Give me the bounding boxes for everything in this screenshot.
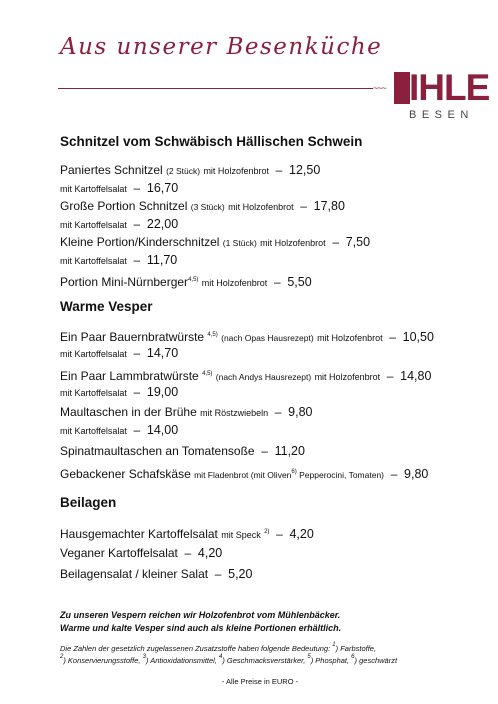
item-price: 22,00 — [146, 217, 179, 231]
item-name: Große Portion Schnitzel — [60, 199, 188, 213]
item-name: Maultaschen in der Brühe — [60, 405, 197, 419]
logo-wordmark: IHLE — [409, 67, 490, 108]
item-price: 17,80 — [313, 199, 345, 213]
item-price: 4,20 — [289, 527, 314, 541]
note-bread: Zu unseren Vespern reichen wir Holzofenbrot vom Mühlenbäcker. — [60, 610, 341, 620]
item-price: 16,70 — [146, 181, 179, 195]
additive-marker: 4,5) — [188, 277, 199, 283]
item-price: 7,50 — [345, 235, 371, 249]
menu-item-kinderschnitzel: Kleine Portion/Kinderschnitzel (1 Stück) mit Holzofenbrot – 7,50 — [60, 235, 371, 249]
item-side: mit Röstzwiebeln — [200, 408, 269, 418]
additive-marker: 4,5) — [202, 371, 213, 377]
item-price: 19,00 — [146, 385, 179, 399]
item-quantity: (1 Stück) — [222, 238, 257, 248]
item-side: mit Holzofenbrot — [317, 333, 383, 343]
item-side: mit Holzofenbrot — [314, 372, 381, 382]
additive-marker: 2) — [264, 529, 270, 535]
menu-item-hausgemachter-kartoffelsalat: Hausgemachter Kartoffelsalat mit Speck $^{2)}$ – 4,20 — [60, 527, 314, 541]
menu-item-mini-nuernberger: Portion Mini-Nürnberger$^{4,5)}$ mit Holzofenbrot – 5,50 — [60, 275, 312, 289]
item-name: Spinatmaultaschen an Tomatensoße — [60, 444, 255, 458]
item-price: 10,50 — [402, 330, 434, 344]
menu-item-variant: mit Kartoffelsalat – 19,00 — [60, 385, 179, 399]
logo-subtitle: BESEN — [409, 109, 474, 121]
item-price: 14,70 — [146, 346, 179, 360]
note-portions: Warme und kalte Vesper sind auch als kleine Portionen erhältlich. — [60, 623, 342, 633]
item-name: Beilagensalat / kleiner Salat — [60, 567, 209, 581]
logo-mark — [394, 72, 410, 104]
menu-item-variant: mit Kartoffelsalat – 14,00 — [60, 423, 179, 437]
item-side: mit Fladenbrot (mit Oliven — [194, 470, 292, 480]
additives-legend-line-2: $^2$) Konservierungsstoffe, $^3$) Antioxidationsmittel, $^4$) Geschmacksverstärker, $^5$) Phosphat, $^6$) geschwärzt — [60, 654, 398, 665]
menu-item-spinatmaultaschen: Spinatmaultaschen an Tomatensoße – 11,20 — [60, 444, 305, 458]
menu-item-lammbratwuerste: Ein Paar Lammbratwürste $^{4,5)}$ (nach Andys Hausrezept) mit Holzofenbrot – 14,80 — [60, 369, 432, 383]
menu-item-maultaschen: Maultaschen in der Brühe mit Röstzwiebeln – 9,80 — [60, 405, 313, 419]
item-price: 9,80 — [288, 405, 313, 419]
menu-item-bauernbratwuerste: Ein Paar Bauernbratwürste $^{4,5)}$ (nach Opas Hausrezept) mit Holzofenbrot – 10,50 — [60, 330, 434, 344]
divider-ornament: ~~~ — [373, 83, 386, 93]
section-heading-warme-vesper: Warme Vesper — [60, 299, 153, 314]
page-title: Aus unserer Besenküche — [60, 34, 383, 60]
item-quantity: (2 Stück) — [166, 166, 201, 176]
item-price: 11,70 — [146, 253, 178, 267]
item-name: Veganer Kartoffelsalat — [60, 546, 178, 560]
additive-marker: 6) — [291, 469, 297, 475]
item-price: 9,80 — [404, 467, 429, 481]
price-currency-footer: - Alle Preise in EURO - — [221, 677, 299, 686]
item-price: 11,20 — [274, 444, 305, 458]
item-name: Ein Paar Bauernbratwürste — [60, 330, 205, 344]
item-side: mit Holzofenbrot — [260, 238, 326, 248]
section-heading-schnitzel: Schnitzel vom Schwäbisch Hällischen Schwein — [60, 134, 363, 149]
menu-item-variant: mit Kartoffelsalat – 14,70 — [60, 346, 179, 360]
additive-marker: 4,5) — [207, 332, 218, 338]
menu-item-schafskaese: Gebackener Schafskäse mit Fladenbrot (mit Oliven$^{6)}$ Pepperocini, Tomaten) – 9,80 — [60, 467, 429, 481]
item-name: Kleine Portion/Kinderschnitzel — [60, 235, 220, 249]
ihle-besen-logo — [394, 67, 490, 127]
item-side: mit Holzofenbrot — [201, 278, 268, 288]
item-price: 5,20 — [228, 567, 253, 581]
item-price: 5,50 — [287, 275, 312, 289]
section-heading-beilagen: Beilagen — [60, 495, 117, 510]
item-name: Portion Mini-Nürnberger — [60, 275, 189, 289]
menu-item-variant: mit Kartoffelsalat – 22,00 — [60, 217, 179, 231]
item-price: 4,20 — [197, 546, 223, 560]
item-note: (nach Andys Hausrezept) — [215, 372, 312, 382]
title-divider — [58, 88, 373, 89]
item-name: Hausgemachter Kartoffelsalat — [60, 527, 218, 541]
menu-content — [60, 132, 480, 686]
menu-item-beilagensalat: Beilagensalat / kleiner Salat – 5,20 — [60, 567, 253, 581]
menu-item-variant: mit Kartoffelsalat – 11,70 — [60, 253, 178, 267]
item-price: 12,50 — [289, 163, 321, 177]
item-name: Ein Paar Lammbratwürste — [60, 369, 199, 383]
menu-item-variant: mit Kartoffelsalat – 16,70 — [60, 181, 179, 195]
additives-legend-line-1: Die Zahlen der gesetzlich zugelassenen Zusatzstoffe haben folgende Bedeutung: $^1$) Farbstoffe, — [60, 642, 377, 653]
item-note: (nach Opas Hausrezept) — [221, 333, 314, 343]
item-price: 14,00 — [146, 423, 179, 437]
menu-item-paniertes-schnitzel: Paniertes Schnitzel (2 Stück) mit Holzofenbrot – 12,50 — [60, 163, 321, 177]
menu-item-veganer-kartoffelsalat: Veganer Kartoffelsalat – 4,20 — [60, 546, 223, 560]
item-side: mit Holzofenbrot — [203, 166, 269, 176]
item-name: Paniertes Schnitzel — [60, 163, 163, 177]
item-price: 14,80 — [400, 369, 432, 383]
menu-item-grosse-portion: Große Portion Schnitzel (3 Stück) mit Holzofenbrot – 17,80 — [60, 199, 345, 213]
item-side: mit Holzofenbrot — [228, 202, 294, 212]
item-side: mit Speck — [221, 530, 261, 540]
item-quantity: (3 Stück) — [190, 202, 225, 212]
item-name: Gebackener Schafskäse — [60, 467, 191, 481]
